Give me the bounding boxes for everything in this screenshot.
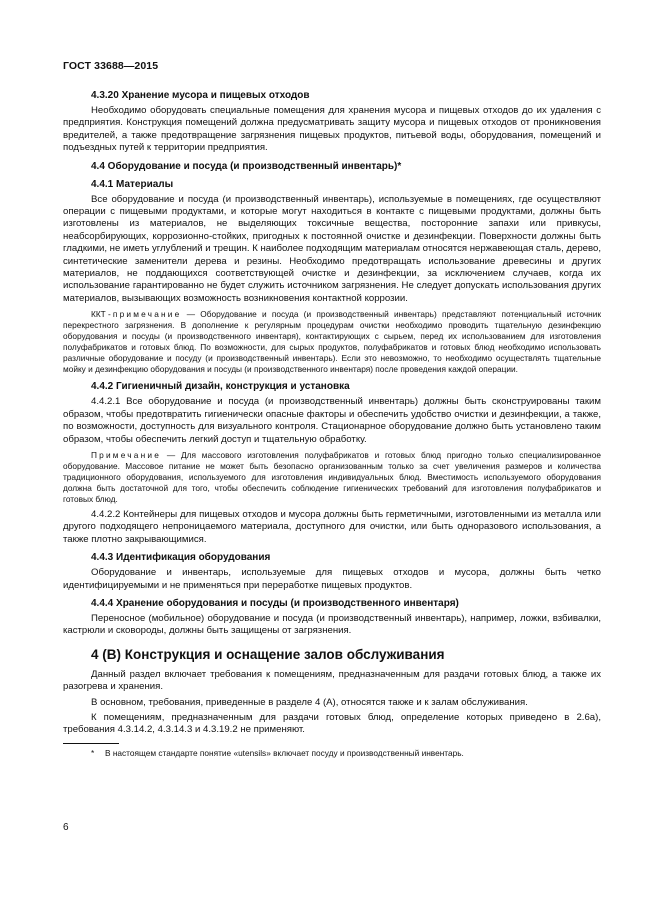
document-code: ГОСТ 33688—2015	[63, 60, 159, 72]
paragraph: Оборудование и инвентарь, используемые для пищевых отходов и мусора, должны быть четко идентифицируемыми и не применяться при переработке пищевых продуктов.	[63, 567, 601, 591]
footnote-mark: *	[91, 747, 95, 758]
note	[63, 450, 601, 505]
paragraph: Все оборудование и посуда (и производственный инвентарь), используемые в помещениях, где осуществляют операции с пищевыми продуктами, и которые могут находиться в контакте с пищевыми продуктами, должны быть изготовлены из материалов, не выделяющих токсичные вещества, посторонние запахи или привкусы, неабсорбирующих, коррозионно-стойких, пригодных к постоянной очистке и дезинфекции. Поверхности должны быть гладкими, не иметь углублений и трещин. К наиболее подходящим материалам относятся нержавеющая сталь, дерево, синтетические заменители дерева и резины. Необходимо предотвращать использование древесины и других материалов, не поддающихся соответствующей очистке и дезинфекции, за исключением случаев, когда их использование гарантированно не будет служить источником загрязнения. Не следует допускать использования других материалов, вызывающих возможность возникновения контактной коррозии.	[63, 193, 601, 304]
page-content	[63, 84, 601, 759]
section-heading: 4.4.1 Материалы	[91, 178, 174, 190]
note-text: — Для массового изготовления полуфабрикатов и готовых блюд пригодно только специализированное оборудование. Массовое питание не может быть безопасно организованным только за счет увеличения размеров и количества традиционного оборудования, используемого для изготовления индивидуальных блюд. Вместимость используемого оборудования должна быть достаточной для того, чтобы обеспечить соблюдение гигиенических требований для изготовления полуфабрикатов и готовых блюд.	[63, 449, 601, 504]
section-heading: 4.4 Оборудование и посуда (и производственный инвентарь)*	[91, 160, 402, 172]
paragraph: Необходимо оборудовать специальные помещения для хранения мусора и пищевых отходов до их удаления с предприятия. Конструкция помещений должна предусматривать защиту мусора и пищевых отходов от проникновения вредителей, а также предотвращение загрязнения пищевых продуктов, питьевой воды, оборудования, помещений и подъездных путей к территории предприятия.	[63, 105, 601, 154]
note-text: — Оборудование и посуда (и производственный инвентарь) представляют потенциальный источник перекрестного загрязнения. В дополнение к регулярным процедурам очистки необходимо проводить тщательную дезинфекцию оборудования и посуды (и производственного инвентаря), контактирующих с сырьем, перед их использованием для изготовления полуфабрикатов и готовых блюд. По возможности, для сырых продуктов, полуфабрикатов и готовых блюд необходимо использовать различные оборудование и посуду (и производственный инвентарь). Если это невозможно, то необходимо осуществлять тщательные мойку и дезинфекцию оборудования и посуды (и производственного инвентаря) после проведения каждой операции.	[63, 309, 601, 375]
paragraph: 4.4.2.2 Контейнеры для пищевых отходов и мусора должны быть герметичными, изготовленными из металла или другого подходящего непроницаемого материала, доступного для очистки, или быть одноразового использования, а также плотно закрывающимися.	[63, 508, 601, 545]
section-heading: 4.4.4 Хранение оборудования и посуды (и производственного инвентаря)	[91, 597, 459, 609]
chapter-heading: 4 (В) Конструкция и оснащение залов обслуживания	[91, 646, 445, 662]
footnote-text: В настоящем стандарте понятие «utensils» включает посуду и производственный инвентарь.	[105, 747, 464, 758]
paragraph: К помещениям, предназначенным для раздачи готовых блюд, определение которых приведено в 2.6а), требования 4.3.14.2, 4.3.14.3 и 4.3.19.2 не применяют.	[63, 711, 601, 736]
footnote	[63, 748, 601, 759]
note-prefix: КК	[91, 309, 101, 320]
paragraph: Переносное (мобильное) оборудование и посуда (и производственный инвентарь), например, ложки, взбивалки, кастрюли и сковороды, должны быть защищены от загрязнения.	[63, 612, 601, 637]
paragraph: Данный раздел включает требования к помещениям, предназначенным для раздачи готовых блюд, а также их разогрева и хранения.	[63, 668, 601, 693]
section-heading: 4.3.20 Хранение мусора и пищевых отходов	[91, 90, 310, 101]
note-label: Примечание	[91, 449, 162, 460]
paragraph: В основном, требования, приведенные в разделе 4 (А), относятся также и к залам обслуживания.	[91, 696, 528, 708]
note	[63, 309, 601, 375]
section-heading: 4.4.3 Идентификация оборудования	[91, 552, 271, 564]
page-number: 6	[63, 822, 69, 833]
note-label: Т-примечание	[100, 309, 182, 320]
paragraph: 4.4.2.1 Все оборудование и посуда (и производственный инвентарь) должны быть сконструированы таким образом, чтобы предотвратить гигиенически опасные факторы и обеспечить удобство очистки и дезинфекции, а также, по возможности, доступность для визуального контроля. Стационарное оборудование должно быть установлено таким образом, чтобы обеспечить легкий доступ и тщательную обработку.	[63, 396, 601, 445]
section-heading: 4.4.2 Гигиеничный дизайн, конструкция и установка	[91, 381, 350, 393]
footnote-divider	[63, 743, 119, 744]
